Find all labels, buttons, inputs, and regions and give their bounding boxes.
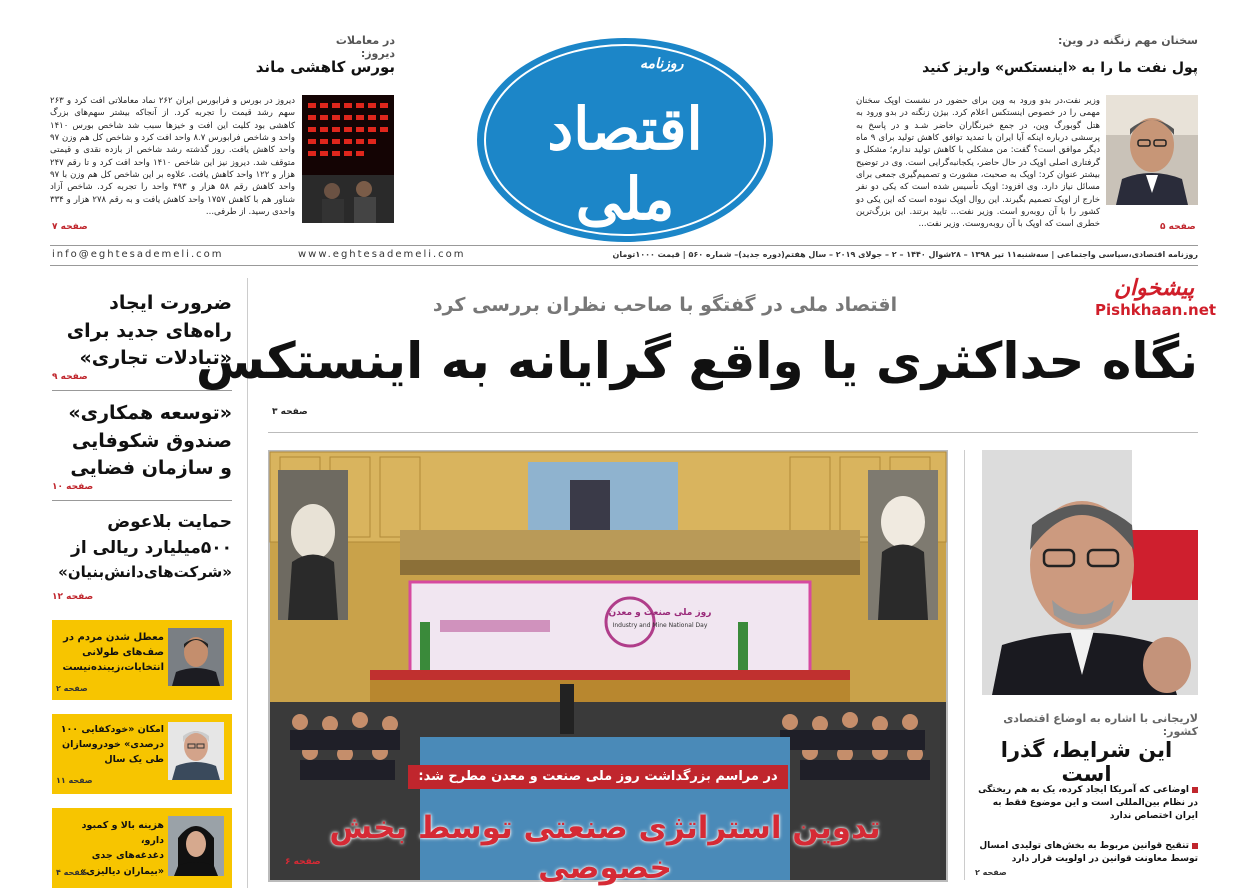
yellow-box-1-page: صفحه ۲ [56, 684, 88, 693]
yellow-box-2-photo [168, 722, 224, 780]
watermark-text: پیشخوان [1113, 275, 1195, 301]
top-right-page: صفحه ۵ [1160, 222, 1196, 232]
left-col-story-1-line-1: ضرورت ایجاد [109, 292, 232, 314]
lead-page: صفحه ۳ [272, 407, 308, 417]
left-col-story-1-line-3: «تبادلات تجاری» [79, 347, 232, 370]
left-col-story-2-line-1: «توسعه همکاری» [68, 402, 232, 424]
masthead-small-label: روزنامه [640, 56, 684, 72]
yellow-box-1-line-2: صف‌های طولانی [82, 647, 164, 658]
yellow-box-3-photo [168, 816, 224, 876]
lead-divider [268, 432, 1198, 433]
right-story-item-1 [975, 784, 1198, 823]
right-story-item-2 [975, 840, 1198, 866]
left-col-divider-2 [52, 500, 232, 501]
yellow-box-3-page: صفحه ۴ [56, 868, 88, 877]
website-link[interactable]: www.eghtesademeli.com [298, 249, 466, 260]
left-col-story-2-line-2: صندوق شکوفایی [71, 429, 232, 452]
top-right-title: پول نفت ما را به «اینستکس» واریز کنید [922, 60, 1198, 76]
yellow-box-1-line-3: انتخابات،زیبنده‌نیست [62, 662, 164, 673]
right-column-separator [964, 450, 965, 880]
larijani-photo [982, 450, 1198, 695]
left-col-story-3-page: صفحه ۱۲ [52, 592, 94, 602]
photo-kicker: در مراسم بزرگداشت روز ملی صنعت و معدن مطرح شد: [408, 765, 788, 789]
left-col-story-3-line-2: ۵۰۰میلیارد ریالی از [71, 537, 232, 558]
yellow-box-3-line-1: هزینه بالا و کمبود دارو، [81, 820, 164, 847]
top-right-kicker: سخنان مهم زنگنه در وین: [1057, 34, 1198, 47]
left-col-story-3 [52, 510, 232, 584]
yellow-box-2-text [56, 722, 164, 768]
yellow-box-2-line-2: درصدی» خودروسازان [62, 739, 164, 751]
banner-subtext: Industry and Mine National Day [612, 622, 708, 629]
zanganeh-photo [1106, 95, 1198, 205]
bullet-square-icon [1192, 787, 1198, 793]
top-left-page: صفحه ۷ [52, 222, 88, 232]
email-link[interactable]: info@eghtesademeli.com [52, 249, 224, 260]
yellow-box-1-line-1: معطل شدن مردم در [63, 632, 164, 643]
yellow-box-1-text [56, 630, 164, 675]
top-right-body: وزیر نفت،در بدو ورود به وین برای حضور در نشست اوپک سخنان مهمی را در خصوص اینستکس اعلام کرد. بیژن زنگنه در بدو ورود به هتل گوبورگ وین، در جمع خبرنگاران حاضر شـد و در پاسخ به پرسشی درباره اینکه آیا ایران با تمدید توافق کاهش تولید برای ۹ ماه دیگر موافق است؟ گفت: من مشکلی با کاهش تولید ندارم؛ مشکل و گرفتاری اصلی اوپک در حال حاضر، یکجانبه‌گرایی است. وی در توضیح بیشتر عنوان کرد: اوپک به صحبت، مشورت و تصمیم‌گیری جمعی برای مسائل نیاز دارد. وی افزود: اوپک تأسیس شده است که یکی دو نفر خارج از اوپک تصمیم بگیرند. این روال اوپک نبوده است که این یکی دو کشور را با آن روبه‌رو است. وزیر نفت... تایید برتند. این بزرگ‌ترین خطری است که اوپک با آن روبه‌روست. وزیر نفت... [856, 96, 1100, 230]
left-col-story-2-line-3: و سازمان فضایی [70, 457, 232, 480]
yellow-box-2-line-3: طی یک سال [104, 754, 164, 766]
yellow-box-3-line-2: دغدغه‌های جدی [91, 850, 164, 862]
watermark-logo [1095, 275, 1217, 319]
right-story-item-1-text: اوضاعی که آمریکا ایجاد کرده، یک به هم ریختگی در نظام بین‌المللی است و این موضوع فقط به ایران اختصاص ندارد [978, 785, 1198, 822]
stock-board-icon [302, 95, 394, 223]
lead-headline: نگاه حداکثری یا واقع گرایانه به اینستکس [195, 332, 1198, 390]
left-col-story-1-line-2: راه‌های جدید برای [66, 319, 232, 342]
right-story-title: این شرایط، گذرا است [1000, 738, 1173, 786]
dateline-rule-bottom [50, 265, 1198, 266]
right-story-page: صفحه ۲ [975, 868, 1007, 877]
left-col-story-3-line-3: «شرکت‌های‌دانش‌بنیان» [58, 563, 232, 581]
top-left-body: دیروز در بورس و فرابورس ایران ۲۶۲ نماد معاملاتی افت کرد و ۲۶۳ سهم رشد قیمت را تجربه کرد. از آنجاکه بیشتر سهم‌های بزرگ کاهشی بود کلیت این افت و خیزها سبب شد شاخص بورس ۱۴۱۰ واحد و شاخص فرابورس ۸.۷ واحد افت کرد و شاخص کل هم وزن ۹۷ واحد کاهش یافت. روز گذشته رشد شاخص از بازده نقدی و قیمتی متوقف شد. دیروز نیز این شاخص ۱۴۱۰ واحد افت کرد و تا رقم ۲۴۷ هزار و ۱۲۲ واحد کاهش یافت. علاوه بر این شاخص کل هم وزن با ۹۷ واحد کاهش رقم ۵۸ هزار و ۴۹۳ واحد را تجربه کرد. شاخص آزاد شناور هم با کاهش ۱۷۵۷ واحد کاهش یافت و به رقم ۲۷۸ هزار و ۳۳۴ واحدی رسید. از طرفی... [50, 96, 296, 217]
yellow-box-2-line-1: امکان «خودکفایی ۱۰۰ [60, 724, 164, 735]
right-story-kicker: لاریجانی با اشاره به اوضاع اقتصادی کشور: [1003, 712, 1198, 738]
right-story-item-2-text: تنقیح قوانین مربوط به بخش‌های تولیدی امسال توسط معاونت قوانین در اولویت قرار دارد [979, 841, 1198, 865]
yellow-box-1-photo [168, 628, 224, 686]
photo-page: صفحه ۶ [285, 857, 321, 867]
top-left-kicker: در معاملات دیروز: [335, 34, 395, 60]
banner-text: روز ملی صنعت و معدن [608, 608, 712, 618]
watermark-url: Pishkhaan.net [1095, 301, 1217, 319]
lead-kicker: اقتصاد ملی در گفتگو با صاحب نظران بررسی کرد [432, 294, 898, 316]
left-col-story-1-page: صفحه ۹ [52, 372, 88, 382]
yellow-box-2-page: صفحه ۱۱ [56, 776, 93, 785]
bullet-square-icon [1192, 843, 1198, 849]
photo-headline: تدوین استراتژی صنعتی توسط بخش خصوصی [329, 810, 881, 887]
left-col-story-2-page: صفحه ۱۰ [52, 482, 94, 492]
top-left-title: بورس کاهشی ماند [255, 58, 395, 76]
masthead-name: اقتصاد ملی [547, 95, 703, 233]
stock-board-photo [302, 95, 394, 223]
yellow-box-3-line-3: «بیماران دیالیزی» [80, 865, 164, 877]
left-col-story-2 [52, 400, 232, 483]
dateline: روزنامه اقتصادی،سیاسی واجتماعی | سه‌شنبه۱۱ تیر ۱۳۹۸ – ۲۸شوال ۱۴۴۰ – ۲ – جولای ۲۰۱۹ – سال هفتم(دوره جدید)– شماره ۵۶۰ | قیمت ۱۰۰۰تومان [612, 250, 1198, 259]
left-col-story-3-line-1: حمایت بلاعوض [107, 512, 232, 532]
dateline-rule-top [50, 245, 1198, 246]
